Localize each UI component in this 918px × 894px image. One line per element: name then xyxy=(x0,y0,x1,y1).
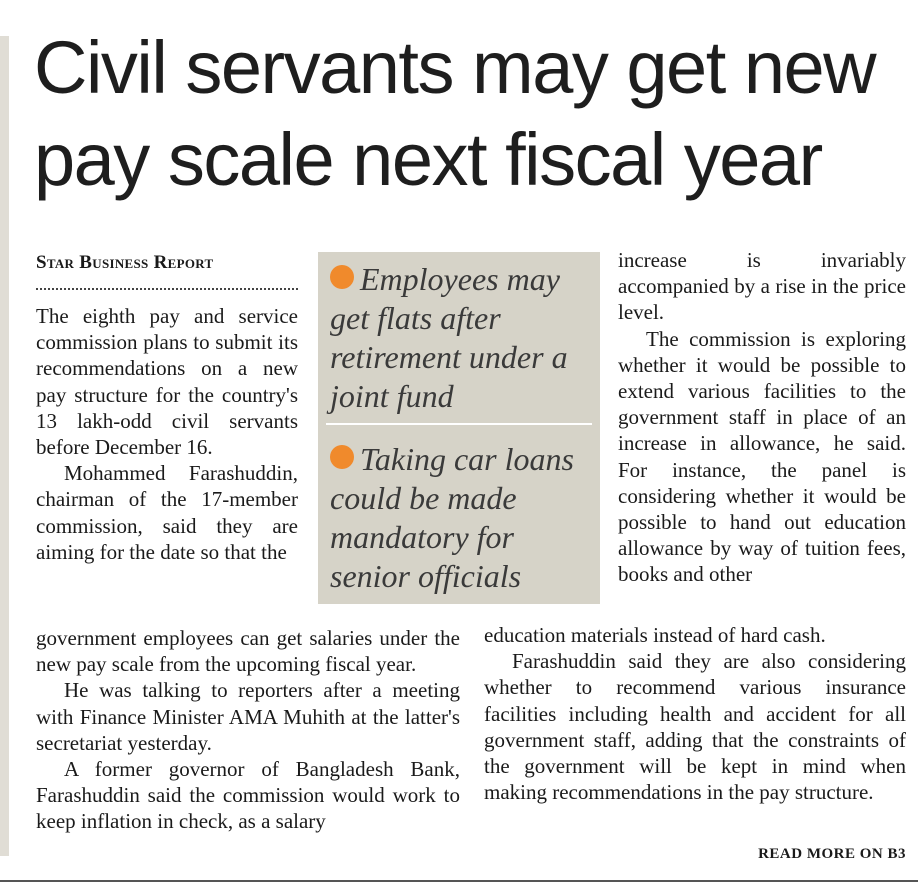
paragraph: education materials instead of hard cash. xyxy=(484,623,826,647)
headline-line-1: Civil servants may get new xyxy=(34,26,876,109)
pull-quote xyxy=(330,440,596,596)
orange-dot-icon xyxy=(330,445,354,469)
column-1 xyxy=(36,303,298,565)
paragraph: The eighth pay and service commission plans to submit its recommendations on a new pay structure for the country's 13 lakh-odd civil servants before December 16. xyxy=(36,304,298,460)
read-more-link[interactable]: READ MORE ON B3 xyxy=(758,846,906,862)
paragraph: government employees can get salaries under the new pay scale from the upcoming fiscal year. xyxy=(36,626,460,677)
paragraph: Farashuddin said they are also considering whether to recommend various insurance facilities including health and accident for all government staff, adding that the constraints of the government will be kept in mind when making recommendations in the pay structure. xyxy=(484,649,906,805)
byline: Star Business Report xyxy=(36,252,214,273)
orange-dot-icon xyxy=(330,265,354,289)
bottom-rule xyxy=(0,880,918,882)
pull-quote-text: Employees may get flats after retirement under a joint fund xyxy=(330,261,568,414)
column-left-wide xyxy=(36,625,460,835)
byline-divider xyxy=(36,288,298,290)
pull-quote-divider xyxy=(326,423,592,425)
paragraph: The commission is exploring whether it would be possible to extend various facilities to the government staff in place of an increase in allowance, he said. For instance, the panel is considering whether it would be possible to hand out education allowance by way of tuition fees, books and other xyxy=(618,326,906,587)
paragraph: A former governor of Bangladesh Bank, Farashuddin said the commission would work to keep inflation in check, as a salary xyxy=(36,757,460,834)
paragraph: He was talking to reporters after a meeting with Finance Minister AMA Muhith at the latter's secretariat yesterday. xyxy=(36,678,460,755)
pull-quote-text: Taking car loans could be made mandatory for senior officials xyxy=(330,441,574,594)
paragraph: increase is invariably accompanied by a rise in the price level. xyxy=(618,248,906,325)
paragraph: Mohammed Farashuddin, chairman of the 17-member commission, said they are aiming for the date so that the xyxy=(36,461,298,564)
page-margin-line xyxy=(0,36,9,856)
headline xyxy=(34,22,894,206)
column-right-wide xyxy=(484,622,906,805)
column-3 xyxy=(618,247,906,588)
headline-line-2: pay scale next fiscal year xyxy=(34,118,822,201)
pull-quote-box xyxy=(318,252,600,604)
pull-quote xyxy=(330,260,596,416)
